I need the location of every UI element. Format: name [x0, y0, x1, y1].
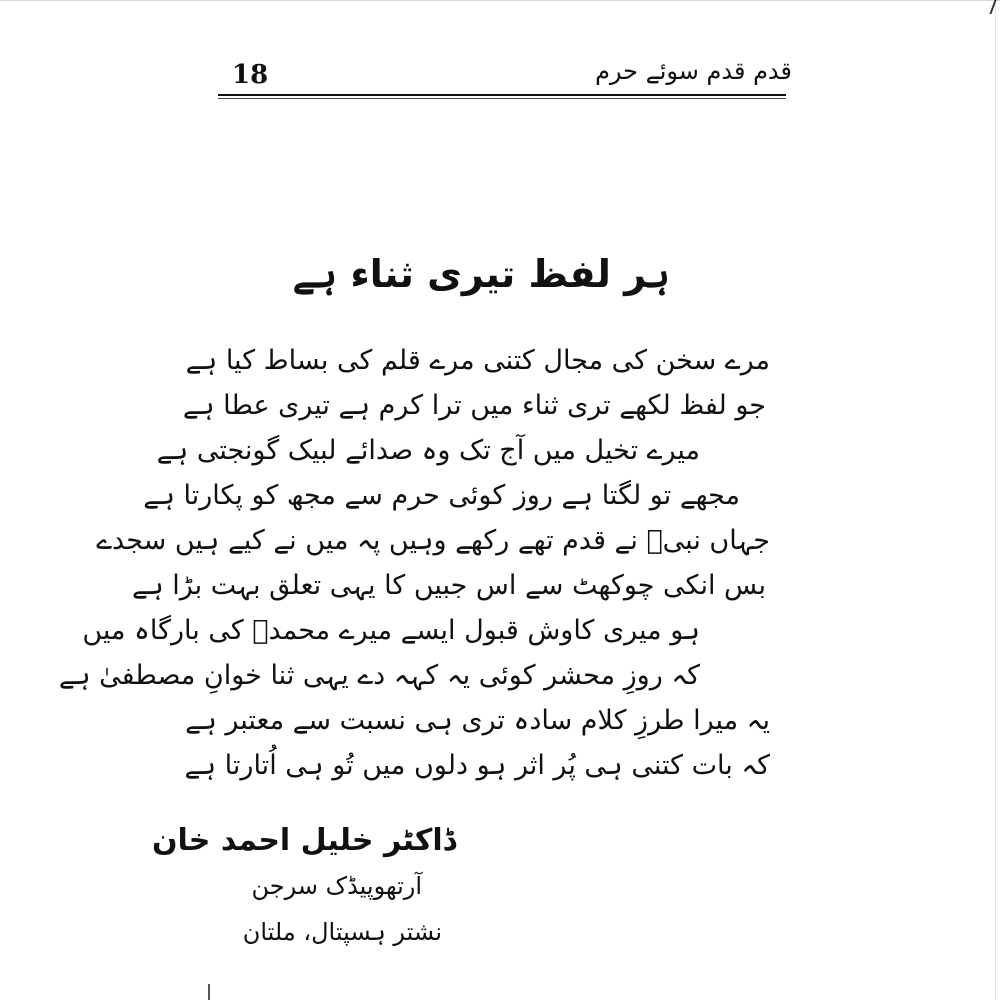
verse-line: مجھے تو لگتا ہے روز کوئی حرم سے مجھ کو پکارتا ہے	[143, 480, 740, 511]
page-corner-mark	[989, 0, 1000, 14]
author-title: آرتھوپیڈک سرجن	[251, 872, 422, 900]
poem-verses	[58, 338, 770, 788]
running-title: قدم قدم سوئے حرم	[595, 57, 792, 85]
page-top-edge	[0, 0, 1000, 1]
verse-line: بس انکی چوکھٹ سے اس جبیں کا یہی تعلق بہت بڑا ہے	[132, 570, 766, 601]
verse-line: کہ روزِ محشر کوئی یہ کہہ دے یہی ثنا خوانِ مصطفیٰ ہے	[58, 660, 700, 691]
header-rule	[218, 94, 786, 96]
verse-line: یہ میرا طرزِ کلام سادہ تری ہی نسبت سے معتبر ہے	[185, 705, 770, 736]
page-right-edge	[995, 0, 996, 1000]
header-rule-thin	[218, 98, 786, 99]
verse-line: جو لفظ لکھے تری ثناء میں ترا کرم ہے تیری عطا ہے	[182, 390, 766, 421]
verse-line: کہ بات کتنی ہی پُر اثر ہو دلوں میں تُو ہی اُتارتا ہے	[184, 750, 770, 781]
verse-line: مرے سخن کی مجال کتنی مرے قلم کی بساط کیا ہے	[185, 345, 770, 376]
verse-line: جہاں نبیؐ نے قدم تھے رکھے وہیں پہ میں نے کیے ہیں سجدے	[96, 525, 770, 556]
page-number: 18	[232, 60, 269, 90]
poem-title: ہر لفظ تیری ثناء ہے	[292, 252, 670, 296]
verse-line: میرے تخیل میں آج تک وہ صدائے لبیک گونجتی ہے	[156, 435, 700, 466]
page-bottom-mark	[208, 984, 210, 1000]
verse-line: ہو میری کاوش قبول ایسے میرے محمدؐ کی بارگاہ میں	[82, 615, 700, 646]
author-name: ڈاکٹر خلیل احمد خان	[151, 823, 456, 858]
author-place: نشتر ہسپتال، ملتان	[242, 918, 442, 946]
